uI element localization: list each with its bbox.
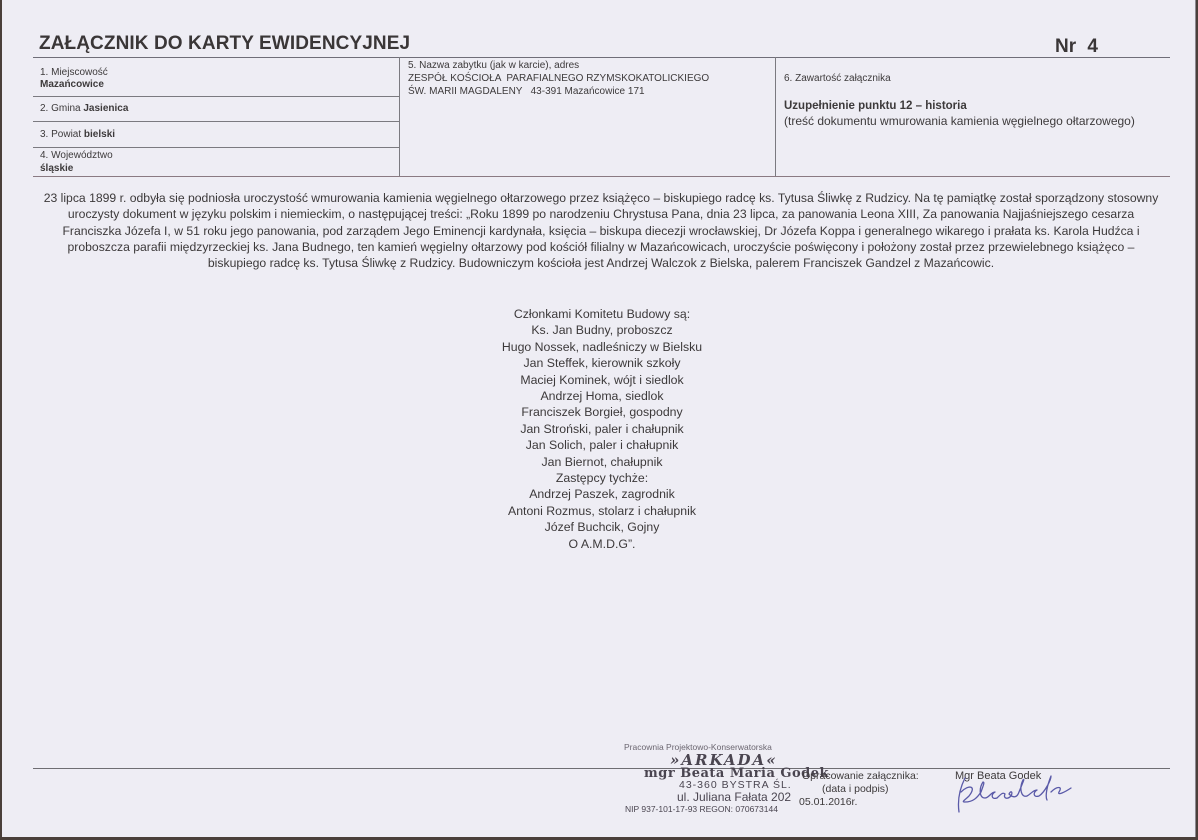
list-item: Antoni Rozmus, stolarz i chałupnik — [508, 503, 696, 518]
document-title: ZAŁĄCZNIK DO KARTY EWIDENCYJNEJ — [39, 33, 411, 54]
field-gmina-label: 2. Gmina — [40, 103, 81, 114]
field-zawartosc-label: 6. Zawartość załącznika — [784, 73, 891, 84]
field-wojewodztwo-label: 4. Województwo — [40, 150, 113, 161]
list-item: Członkami Komitetu Budowy są: — [513, 307, 691, 321]
list-item: O A.M.D.G”. — [568, 536, 636, 551]
list-item: Franciszek Borgieł, gospodny — [521, 405, 683, 420]
list-item: Andrzej Paszek, zagrodnik — [529, 487, 675, 502]
row-divider-2 — [33, 121, 400, 122]
stamp-line-5: ul. Juliana Fałata 202 — [677, 790, 792, 804]
list-item: Jan Stroński, paler i chałupnik — [520, 421, 684, 436]
list-item: Ks. Jan Budny, proboszcz — [531, 323, 673, 338]
field-gmina — [40, 103, 128, 114]
row-divider-3 — [33, 147, 400, 148]
list-item: Hugo Nossek, nadleśniczy w Bielsku — [501, 339, 703, 354]
field-powiat-label: 3. Powiat — [40, 129, 82, 140]
column-divider-1 — [399, 57, 400, 177]
stamp-line-4: 43-360 BYSTRA ŚL. — [679, 779, 792, 791]
field-powiat-value: bielski — [83, 129, 116, 140]
stamp-line-3: mgr Beata Maria Godek — [644, 766, 830, 781]
committee-members-list — [402, 306, 802, 552]
list-item: Józef Buchcik, Gojny — [544, 520, 660, 535]
field-gmina-value: Jasienica — [83, 103, 129, 114]
field-zawartosc-heading: Uzupełnienie punktu 12 – historia — [784, 100, 967, 112]
history-paragraph: 23 lipca 1899 r. odbyła się podniosła uroczystość wmurowania kamienia węgielnego ołtarzowego przez książęco – biskupiego radcę ks. Tytusa Śliwkę z Rudzicy. Na tę pamiątkę został sporządzony stosowny uroczysty dokument w języku polskim i niemieckim, o następującej treści: „Roku 1899 po narodzeniu Chrystusa Pana, dnia 23 lipca, za panowania Leona XIII, Za panowania Najjaśniejszego cesarza Franciszka Józefa I, w 51 roku jego panowania, pod zarządem Jego Eminencji kardynała, księcia – biskupa diecezji wrocławskiej, Dr Józefa Koppa i generalnego wikarego i prałata ks. Karola Hudźca i proboszcza parafii międzyrzeckiej ks. Jana Budnego, ten kamień węgielny ołtarzowy pod kościół filialny w Mazańcowicach, uroczyście poświęcony i położony został przez przewielebnego książęco – biskupiego radcę ks. Tytusa Śliwkę z Rudzicy. Budowniczym kościoła jest Andrzej Walczok z Bielska, palerem Franciszek Gandzel z Mazańcowic. — [43, 191, 1159, 271]
field-zawartosc — [784, 99, 1164, 129]
list-item: Andrzej Homa, siedlok — [540, 389, 664, 404]
list-item: Zastępcy tychże: — [555, 471, 649, 486]
stamp-line-6: NIP 937-101-17-93 REGON: 070673144 — [625, 804, 778, 814]
list-item: Jan Steffek, kierownik szkoły — [523, 356, 681, 371]
form-bottom-rule — [33, 176, 1170, 177]
author-name: Mgr Beata Godek — [955, 770, 1042, 782]
stamp-line-2: »ARKADA« — [670, 751, 778, 769]
header-rule — [33, 57, 1170, 58]
field-miejscowosc-label: 1. Miejscowość — [40, 67, 108, 78]
field-wojewodztwo-value: śląskie — [40, 163, 74, 174]
list-item: Jan Solich, paler i chałupnik — [525, 438, 679, 453]
field-miejscowosc-value: Mazańcowice — [40, 79, 104, 90]
field-nazwa-line2: ŚW. MARII MAGDALENY 43-391 Mazańcowice 171 — [408, 86, 645, 97]
field-nazwa — [408, 59, 709, 98]
prepared-label: Opracowanie załącznika: — [802, 770, 919, 782]
prepared-date: 05.01.2016r. — [799, 796, 858, 808]
field-nazwa-line1: ZESPÓŁ KOŚCIOŁA PARAFIALNEGO RZYMSKOKATOLICKIEGO — [408, 73, 710, 84]
document-page — [2, 0, 1196, 837]
field-zawartosc-description: (treść dokumentu wmurowania kamienia węgielnego ołtarzowego) — [784, 114, 1135, 128]
attachment-number: Nr 4 — [1055, 36, 1098, 57]
prepared-sublabel: (data i podpis) — [822, 783, 889, 795]
row-divider-1 — [33, 96, 400, 97]
list-item: Maciej Kominek, wójt i siedlok — [520, 372, 684, 387]
field-nazwa-label: 5. Nazwa zabytku (jak w karcie), adres — [408, 60, 580, 71]
stamp-line-1: Pracownia Projektowo-Konserwatorska — [624, 742, 772, 752]
list-item: Jan Biernot, chałupnik — [541, 454, 663, 469]
field-powiat — [40, 129, 115, 140]
handwritten-signature-icon — [947, 768, 1077, 818]
column-divider-2 — [775, 57, 776, 177]
